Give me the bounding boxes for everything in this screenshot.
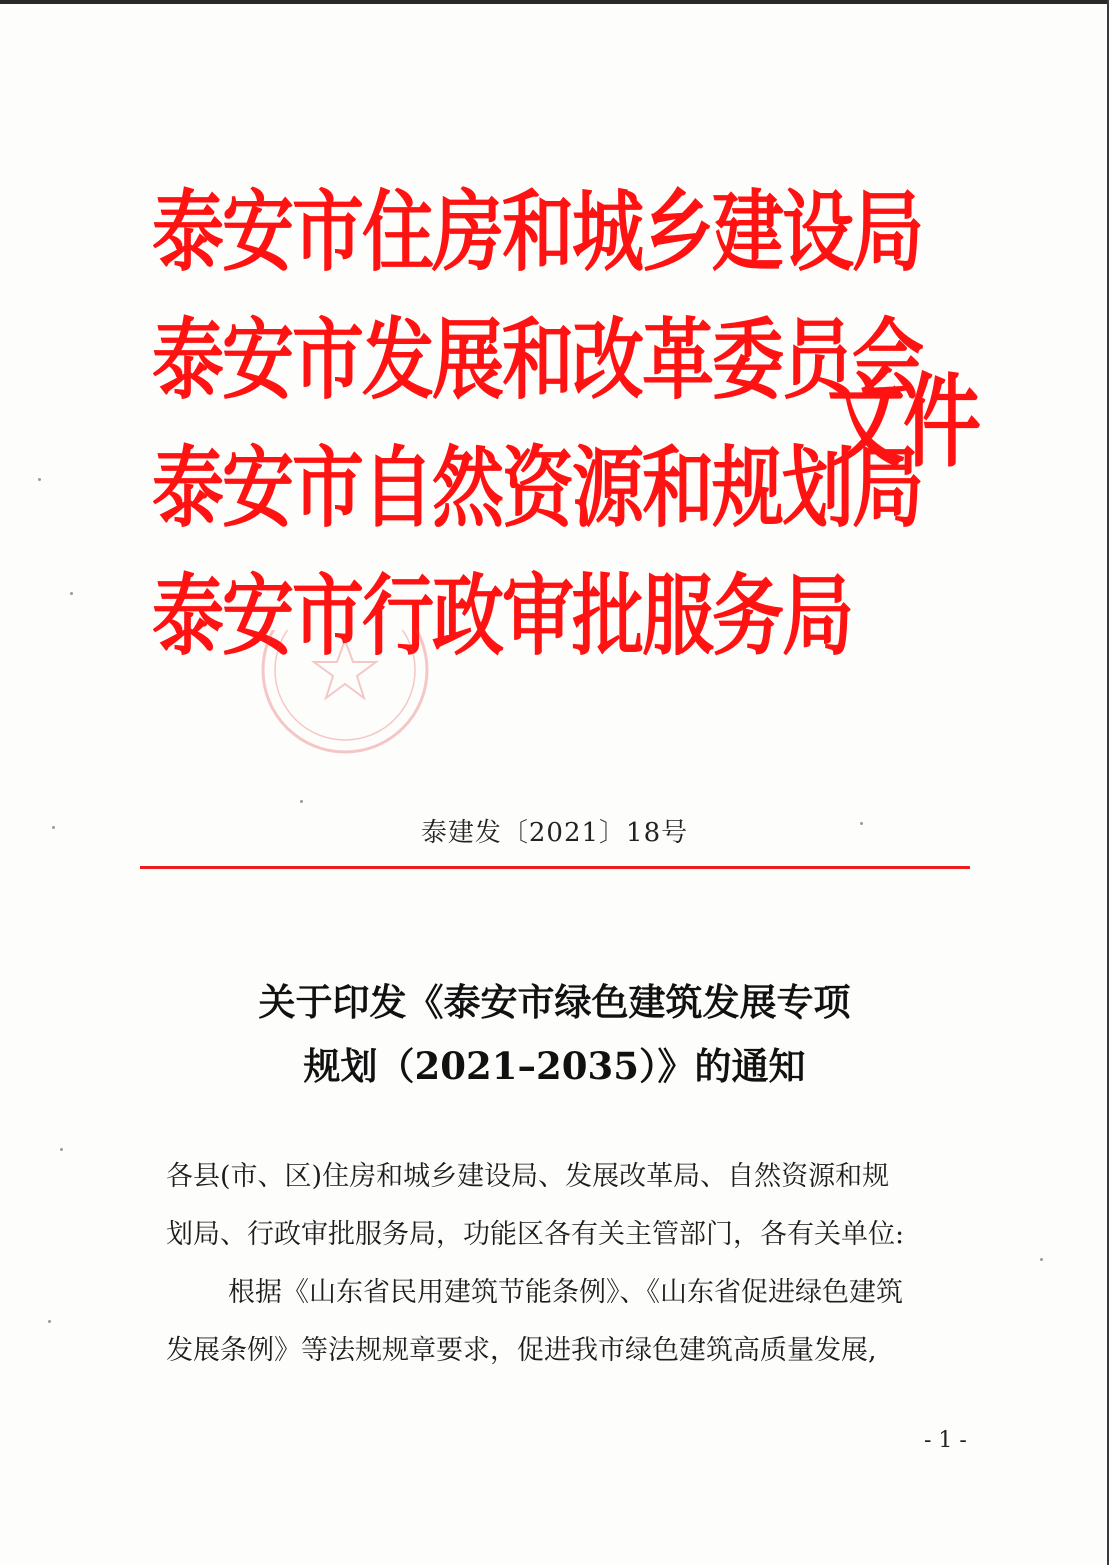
scan-speck xyxy=(48,1320,51,1323)
paragraph-line: 发展条例》等法规规章要求，促进我市绿色建筑高质量发展, xyxy=(166,1335,877,1366)
body-text xyxy=(166,1148,976,1380)
document-suffix: 文件 xyxy=(827,364,980,482)
scan-speck xyxy=(300,800,303,803)
page-number: - 1 - xyxy=(924,1428,967,1453)
scan-speck xyxy=(70,592,73,595)
issuer-line: 泰安市行政审批服务局 xyxy=(152,564,853,668)
issuer-line: 泰安市发展和改革委员会 xyxy=(152,308,923,412)
paragraph-line: 根据《山东省民用建筑节能条例》、《山东省促进绿色建筑 xyxy=(228,1277,903,1308)
scan-speck xyxy=(52,826,55,829)
scan-speck xyxy=(860,822,863,825)
title-line: 规划（2021–2035）》的通知 xyxy=(303,1044,806,1088)
document-number: 泰建发〔2021〕18号 xyxy=(420,818,689,848)
scan-speck xyxy=(60,1148,63,1151)
recipients-line: 各县(市、区)住房和城乡建设局、发展改革局、自然资源和规 xyxy=(166,1161,890,1192)
scan-edge-top xyxy=(0,0,1109,4)
notice-title xyxy=(0,970,1109,1098)
issuer-line: 泰安市住房和城乡建设局 xyxy=(152,180,923,284)
issuer-line: 泰安市自然资源和规划局 xyxy=(152,436,923,540)
title-line: 关于印发《泰安市绿色建筑发展专项 xyxy=(258,980,851,1024)
seal-icon xyxy=(245,630,445,770)
recipients-line: 划局、行政审批服务局，功能区各有关主管部门，各有关单位: xyxy=(166,1219,905,1250)
red-header xyxy=(152,168,992,688)
scan-speck xyxy=(1040,1258,1043,1261)
red-separator-rule xyxy=(140,866,970,869)
scan-speck xyxy=(38,478,41,481)
